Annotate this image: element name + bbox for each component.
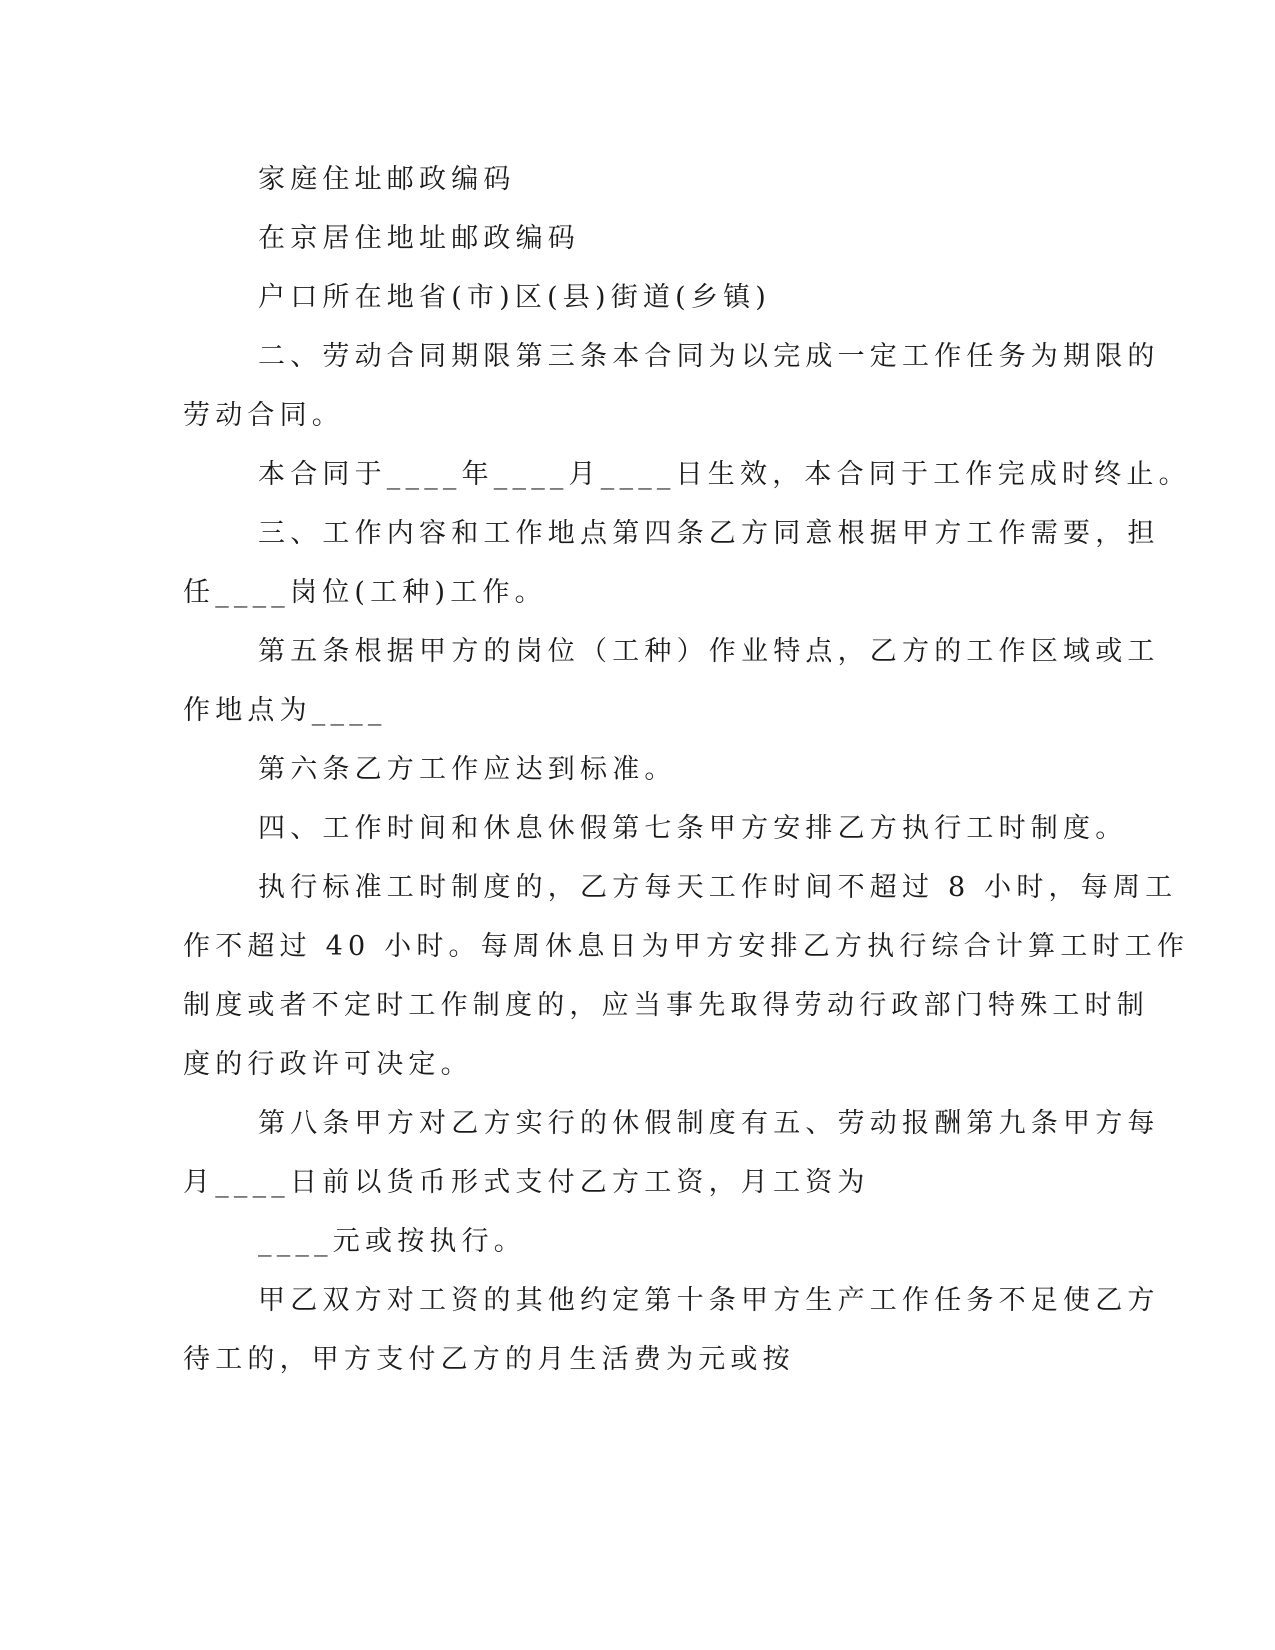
line-article-5-cont: 作地点为____ [183, 695, 387, 726]
line-standard-hours-cont-3: 度的行政许可决定。 [183, 1049, 473, 1080]
line-article-9-wage: 月____日前以货币形式支付乙方工资，月工资为 [183, 1167, 870, 1198]
line-article-5: 第五条根据甲方的岗位（工种）作业特点，乙方的工作区域或工 [258, 636, 1160, 667]
line-standard-hours: 执行标准工时制度的，乙方每天工作时间不超过 8 小时，每周工 [258, 872, 1178, 903]
line-household-registration: 户口所在地省(市)区(县)街道(乡镇) [258, 282, 772, 313]
line-section-3-cont: 任____岗位(工种)工作。 [183, 577, 547, 608]
line-standard-hours-cont-2: 制度或者不定时工作制度的，应当事先取得劳动行政部门特殊工时制 [183, 990, 1149, 1021]
line-section-2-cont: 劳动合同。 [183, 400, 344, 431]
line-section-2-contract-term: 二、劳动合同期限第三条本合同为以完成一定工作任务为期限的 [258, 341, 1160, 372]
line-standard-hours-cont-1: 作不超过 40 小时。每周休息日为甲方安排乙方执行综合计算工时工作 [183, 931, 1190, 962]
line-beijing-address-postcode: 在京居住地址邮政编码 [258, 223, 580, 254]
line-article-10-cont: 待工的，甲方支付乙方的月生活费为元或按 [183, 1344, 795, 1375]
line-effective-date: 本合同于____年____月____日生效，本合同于工作完成时终止。 [258, 459, 1191, 490]
line-article-9-cont: ____元或按执行。 [258, 1226, 526, 1257]
line-article-10: 甲乙双方对工资的其他约定第十条甲方生产工作任务不足使乙方 [258, 1285, 1160, 1316]
line-section-4-working-hours: 四、工作时间和休息休假第七条甲方安排乙方执行工时制度。 [258, 813, 1128, 844]
line-article-8: 第八条甲方对乙方实行的休假制度有五、劳动报酬第九条甲方每 [258, 1108, 1160, 1139]
line-section-3-work-content: 三、工作内容和工作地点第四条乙方同意根据甲方工作需要，担 [258, 518, 1160, 549]
line-article-6: 第六条乙方工作应达到标准。 [258, 754, 677, 785]
line-home-address-postcode: 家庭住址邮政编码 [258, 164, 516, 195]
